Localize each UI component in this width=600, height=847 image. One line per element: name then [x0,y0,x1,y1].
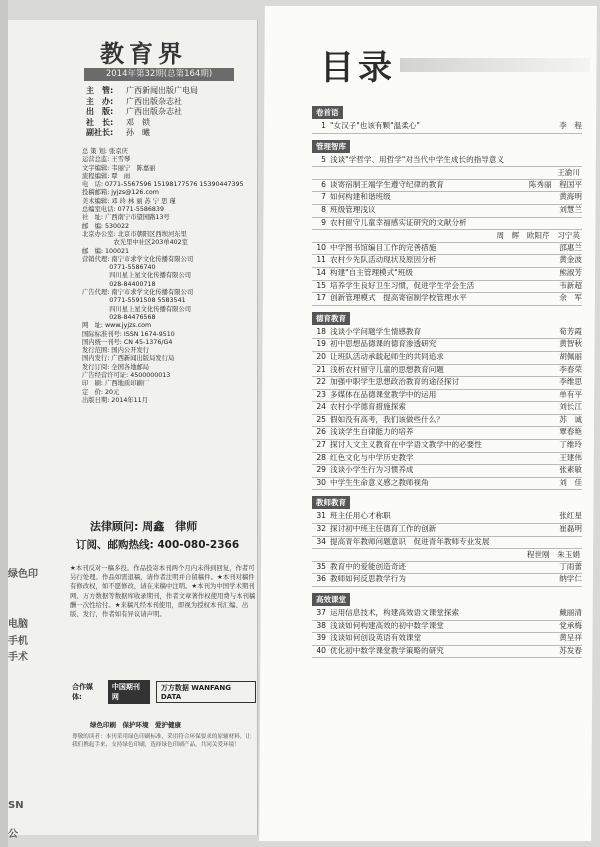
article-author: 刘 佳 [559,477,582,487]
article-title: 浅谈小学生行为习惯养成 [330,465,414,475]
page-number: 30 [316,477,326,487]
masthead-list [86,86,198,139]
masthead-key: 主 办: [86,96,114,106]
page-number: 21 [316,364,326,374]
masthead-value: 邓 锁 [126,117,150,127]
section-header: 德育教育 [312,312,350,325]
section-header: 教师教育 [312,496,350,509]
section-header: 卷首语 [312,106,343,119]
page-number: 14 [316,267,326,277]
green-print-notice: 尊敬的读者：本刊采用绿色印刷标准，采用符合环保要求的原辅材料，让我们携起手来，支持绿色印刷，选择绿色印刷产品，共同关爱环境！ [72,734,252,748]
toc-entry [312,646,582,659]
page-number: 34 [316,536,326,546]
info-line: 0771-5591508 5583541 [82,297,186,305]
page-number: 9 [321,217,326,227]
info-line: 网 址: www.jyjzs.com [82,322,152,330]
page-edge [0,0,8,847]
page-number: 6 [321,179,326,189]
masthead-value: 广西新闻出版广电局 [126,86,198,95]
info-line: 定 价: 20元 [82,388,120,396]
page-number: 10 [316,242,326,252]
side-text-4: 手术 [8,652,28,663]
article-author: 李维思 [559,377,582,387]
article-title: 农村留守儿童幸福感实证研究的文献分析 [330,217,467,227]
article-author: 黄金波 [559,255,582,265]
article-author: 丁维玲 [559,440,582,450]
article-title: 培养学生良好卫生习惯，促进学生学会生活 [330,280,475,290]
masthead-value: 广西出版杂志社 [126,107,182,116]
page-number: 32 [316,524,326,534]
page-number: 28 [316,452,326,462]
page-number: 39 [316,633,326,643]
article-author: 熊淑芳 [559,267,582,277]
article-author: 韦新超 [559,280,582,290]
info-line: 国内统一刊号: CN 45-1376/G4 [82,338,173,346]
article-title: 构建"自主管理模式"班级 [330,267,413,277]
article-author: 黄海明 [559,192,582,202]
side-text-3: 手机 [8,636,28,647]
masthead-value: 广西出版杂志社 [126,96,182,106]
info-line: 广告经营许可证: 4500000013 [82,372,171,380]
masthead-row [86,86,198,97]
article-author: 纳学仁 [559,574,582,584]
article-title: 红色文化与中学历史教学 [330,452,414,462]
article-author: 胡佩丽 [559,351,582,361]
toc-entry [312,218,582,231]
order-hotline: 订阅、邮购热线: 400-080-2366 [76,539,240,551]
page-number: 37 [316,608,326,617]
info-line: 美术编辑: 邓 玲 林 丽 苏 宁 思 瑾 [82,197,176,205]
submission-notice: ★本刊反对一稿多投。作品投寄本刊两个月内未得到回复，作者可另行处理。作品如需退稿，请作者注明并自留稿件。★本刊对稿件有修改权，如不愿修改，请在来稿中注明。★本刊为中国学术期刊网、万方数据等数据库收录期刊，作者文章著作权使用费与本刊稿酬一次性给付。★来稿凡经本刊使用，即视为授权本刊汇编、出版、发行，作者如有异议请声明。 [70,564,256,619]
article-title: 中学图书馆编目工作的完善措施 [330,242,437,252]
article-author: 李 程 [559,121,582,130]
side-text-2: 电脑 [8,619,28,630]
article-title: 假如没有高考，我们该做些什么？ [330,414,444,424]
article-title: 加强中职学生思想政治教育的途径探讨 [330,377,460,387]
info-line: 028-84476568 [82,313,156,321]
page-number: 5 [321,154,326,164]
page-number: 22 [316,377,326,387]
info-line: 印 刷: 广西地质印刷厂 [82,380,150,388]
toc-entry [312,155,582,168]
article-author: 戴丽清 [559,608,582,617]
info-line: 四川星上星文化传播有限公司 [82,272,192,280]
article-title: 浅谈如何创设英语有效课堂 [330,633,422,643]
page-number: 7 [321,192,326,202]
article-title: 浅析农村留守儿童的思想教育问题 [330,364,444,374]
page-number: 25 [316,414,326,424]
article-title: 浅谈"学哲学、用哲学"对当代中学生成长的指导意义 [330,154,505,164]
article-title: 教育中的爱能创造奇迹 [330,561,406,571]
publication-info [82,148,252,405]
toc-title: 目录 [320,48,396,88]
article-author: 刘慧兰 [559,204,582,214]
article-author-line: 周 辉 欧阳芹 习宁英 [312,230,582,243]
page-number: 11 [316,255,326,265]
article-title: 优化初中数学课堂教学策略的研究 [330,645,444,655]
article-author: 黄智秋 [559,339,582,349]
page-number: 18 [316,326,326,336]
article-title: "女汉子"也该有颗"温柔心" [330,121,420,130]
page-number: 23 [316,389,326,399]
page-number: 26 [316,427,326,437]
page-number: 29 [316,465,326,475]
article-title: 浅谈学生自律能力的培养 [330,427,414,437]
page-number: 27 [316,440,326,450]
article-title: 多媒体在品德课堂教学中的运用 [330,389,437,399]
info-line: 北京办公室: 北京市朝阳区西坝河东里 [82,230,187,238]
article-title: 创新管理模式 提高寄宿制学校管理水平 [330,293,467,303]
article-title: 提高青年教师问题意识 促进青年教师专业发展 [330,536,490,546]
side-text-1: 绿色印 [8,569,38,580]
page-number: 36 [316,574,326,584]
article-author: 荀芳霞 [559,326,582,336]
masthead-row [86,97,198,108]
info-line: 流程编辑: 覃 雨 [82,172,131,180]
info-line: 邮 编: 530022 [82,222,130,230]
article-title: 班主任用心才称职 [330,511,391,521]
info-line: 出版日期: 2014年11月 [82,396,148,404]
page-number: 15 [316,280,326,290]
page-number: 24 [316,402,326,412]
article-author: 单有平 [559,389,582,399]
masthead-row [86,118,198,129]
magazine-title: 教育界 [100,39,187,68]
masthead-page [8,20,258,840]
article-title: 浅谈小学问题学生情感教育 [330,326,422,336]
article-author: 邵惠兰 [559,242,582,252]
toc-entry [312,293,582,306]
article-author: 王建伟 [559,452,582,462]
info-line: 总 策 划: 张京庆 [82,148,128,155]
info-line: 农光里中社区203单402室 [82,239,188,247]
side-text-5: SN [8,800,24,811]
info-line: 国际标准刊号: ISSN 1674-9510 [82,330,175,338]
partners-label: 合作媒体: [72,683,93,701]
section-header: 高效课堂 [312,593,350,606]
article-title: 探讨人文主义教育在中学语文教学中的必要性 [330,440,482,450]
article-title: 谈寄宿制王端学生遵守纪律的教育 [330,179,444,189]
toc-entry [312,478,582,491]
article-title: 如何构建和谐班级 [330,192,391,202]
info-line: 0771-5586740 [82,264,156,272]
masthead-key: 主 管: [86,86,114,95]
article-author: 张红星 [559,511,582,521]
info-line: 028-84400718 [82,280,156,288]
info-line: 四川星上星文化传播有限公司 [82,305,192,313]
info-line: 社 址: 广西南宁市望园路13号 [82,214,170,222]
info-line: 总编室电话: 0771-5586839 [82,206,164,214]
article-title: 运用信息技术，构建高效语文课堂探索 [330,608,460,617]
partner-media [72,680,256,704]
article-author: 余 军 [559,293,582,303]
masthead-row [86,107,198,118]
article-title: 让班队活动承载起师生的共同追求 [330,351,444,361]
toc-entry [312,537,582,550]
article-author: 张素敏 [559,465,582,475]
article-author-line: 王渝川 [312,167,582,180]
info-line: 文字编辑: 韦丽宁 陈嘉丽 [82,164,156,172]
info-line: 国内发行: 广西新闻出版局发行局 [82,355,175,363]
issue-number: 2014年第32期(总第164期) [84,68,234,81]
article-title: 农村少先队活动现状及原因分析 [330,255,437,265]
page-number: 38 [316,620,326,630]
info-line: 营销代理: 南宁市求学文化传播有限公司 [82,255,194,263]
page-number: 31 [316,511,326,521]
article-author-line: 程世刚 朱玉娟 [312,549,582,562]
article-author: 党承梅 [559,620,582,630]
page-number: 35 [316,561,326,571]
info-line: 发行订阅: 全国各地邮局 [82,363,150,371]
article-title: 农村小学德育措施探索 [330,402,406,412]
article-author: 陈秀丽 程国平 [528,179,582,189]
toc-entry [312,574,582,587]
article-author: 李春荣 [559,364,582,374]
masthead-value: 孙 曦 [126,128,150,137]
info-line: 广告代理: 南宁市求学文化传播有限公司 [82,289,194,297]
info-line: 投稿邮箱: jyjzs@126.com [82,189,159,197]
cnki-logo: 中国期刊网 [108,680,150,704]
page-number: 8 [321,204,326,214]
article-author: 刘长江 [559,402,582,412]
masthead-key: 社 长: [86,117,114,127]
article-author: 覃春艳 [559,427,582,437]
article-title: 中学生生命意义感之教师视角 [330,477,429,487]
article-author: 黄呈祥 [559,633,582,643]
side-text-6: 公 [8,829,18,840]
title-decoration [400,58,590,72]
legal-advisor: 法律顾问: 周鑫 律师 [90,520,198,533]
article-author: 苏发春 [559,645,582,655]
section-header: 管理智库 [312,140,350,153]
info-line: 发行范围: 国内公开发行 [82,347,150,355]
toc-entry [312,121,582,134]
info-line: 电 话: 0771-5567596 15198177576 15390447395 [82,181,244,189]
info-line: 运营总监: 王雪琴 [82,156,131,164]
page-number: 19 [316,339,326,349]
page-number: 40 [316,645,326,655]
article-title: 探讨初中班主任德育工作的创新 [330,524,437,534]
table-of-contents [312,100,582,658]
article-title: 班级管理浅议 [330,204,376,214]
article-author: 丁雨蕾 [559,561,582,571]
article-title: 浅谈如何构建高效的初中数学课堂 [330,620,444,630]
page-number: 1 [321,121,326,130]
wanfang-logo: 万方数据 WANFANG DATA [156,681,256,703]
article-author: 苏 诚 [559,414,582,424]
article-author: 崔磊明 [559,524,582,534]
page-number: 20 [316,351,326,361]
green-slogan: 绿色印刷 保护环境 爱护健康 [90,721,181,729]
info-line: 邮 编: 100021 [82,247,130,255]
article-title: 初中思想品德课的德育渗透研究 [330,339,437,349]
article-title: 教师如何反思教学行为 [330,574,406,584]
masthead-row [86,128,198,139]
page-number: 17 [316,293,326,303]
masthead-key: 出 版: [86,107,114,116]
masthead-key: 副社长: [86,128,114,137]
